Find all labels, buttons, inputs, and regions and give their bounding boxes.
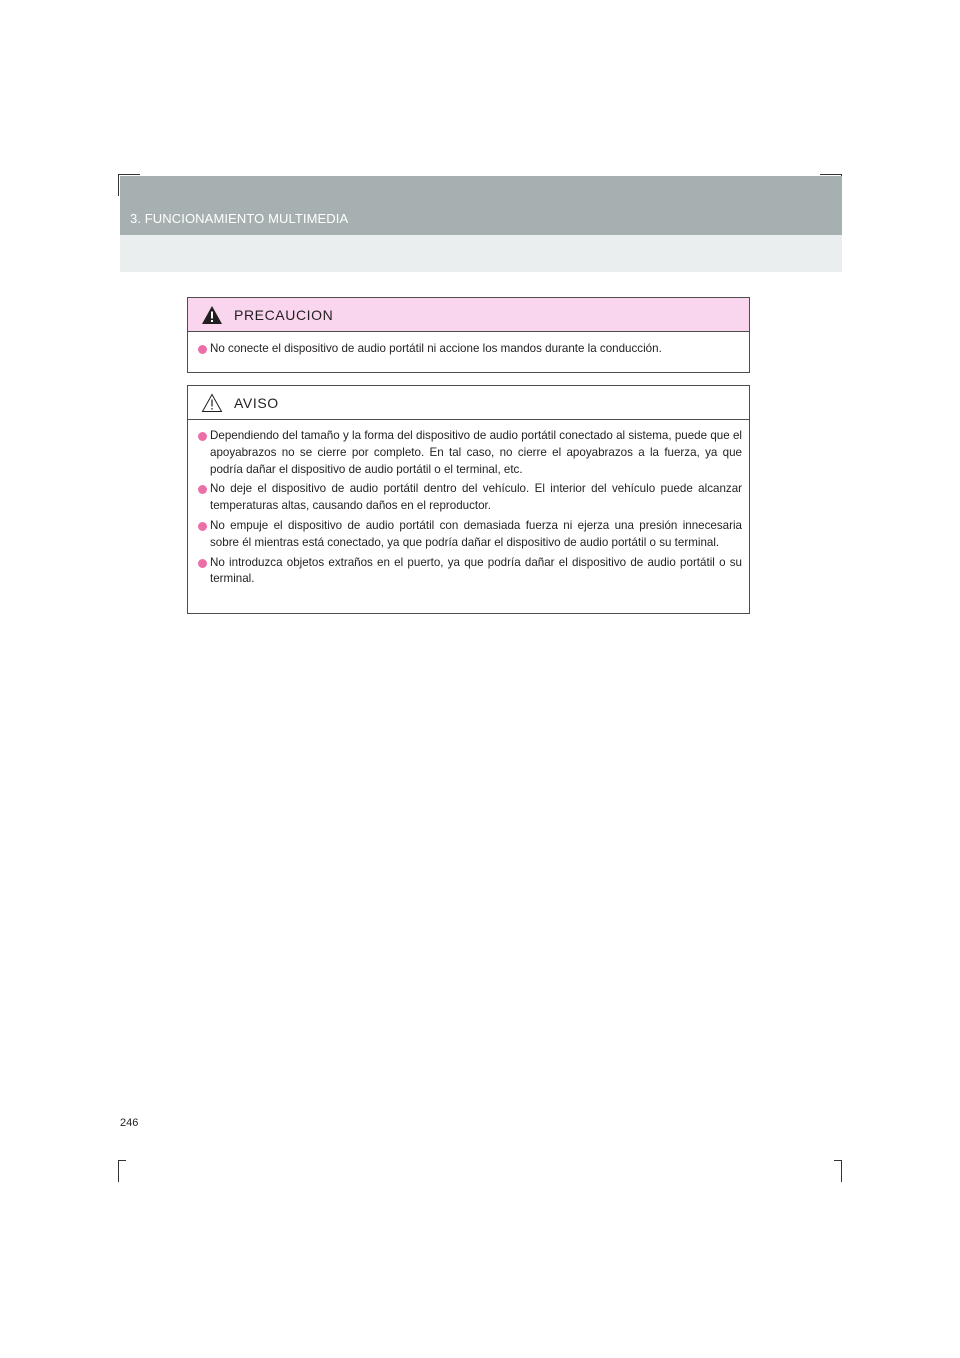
crop-mark-bottom-right-v (841, 1160, 842, 1182)
section-title: 3. FUNCIONAMIENTO MULTIMEDIA (130, 211, 349, 226)
notice-box (187, 385, 750, 614)
warning-triangle-outline-icon (201, 393, 223, 413)
bullet-icon (198, 522, 207, 531)
header-band-light (120, 235, 842, 272)
bullet-icon (198, 345, 207, 354)
crop-mark-bottom-left-v (118, 1160, 119, 1182)
header-band (120, 176, 842, 235)
notice-item (198, 428, 742, 478)
notice-item-text: No deje el dispositivo de audio portátil dentro del vehículo. El interior del vehículo puede alcanzar temperaturas altas, causando daños en el reproductor. (210, 482, 742, 513)
crop-mark-top-left-h (118, 174, 140, 175)
crop-mark-top-right-h (820, 174, 842, 175)
notice-box-header (188, 386, 749, 420)
bullet-icon (198, 432, 207, 441)
notice-item-text: No empuje el dispositivo de audio portátil con demasiada fuerza ni ejerza una presión innecesaria sobre él mientras está conectado, ya que podría dañar el dispositivo de audio portátil o su terminal. (210, 518, 742, 549)
caution-box-body (188, 332, 749, 358)
caution-item-text: No conecte el dispositivo de audio portátil ni accione los mandos durante la conducción. (210, 342, 662, 355)
caution-box-header (188, 298, 749, 332)
notice-item (198, 518, 742, 552)
caution-title: PRECAUCION (234, 307, 334, 323)
page-number: 246 (120, 1117, 139, 1129)
crop-mark-bottom-left-h (118, 1160, 126, 1161)
notice-box-body (188, 420, 749, 588)
bullet-icon (198, 485, 207, 494)
crop-mark-top-left-v (118, 174, 119, 196)
notice-title: AVISO (234, 395, 279, 411)
notice-item-text: Dependiendo del tamaño y la forma del dispositivo de audio portátil conectado al sistema, puede que el apoyabrazos no se cierre por completo. En tal caso, no cierre el apoyabrazos a la fuerza, ya que podría dañar el dispositivo de audio portátil o el terminal, etc. (210, 429, 742, 476)
bullet-icon (198, 559, 207, 568)
notice-item (198, 481, 742, 515)
caution-item (198, 341, 742, 358)
warning-triangle-icon (201, 305, 223, 325)
crop-mark-bottom-right-h (834, 1160, 842, 1161)
notice-item-text: No introduzca objetos extraños en el puerto, ya que podría dañar el dispositivo de audio portátil o su terminal. (210, 555, 742, 586)
caution-box (187, 297, 750, 373)
notice-item (198, 555, 742, 589)
